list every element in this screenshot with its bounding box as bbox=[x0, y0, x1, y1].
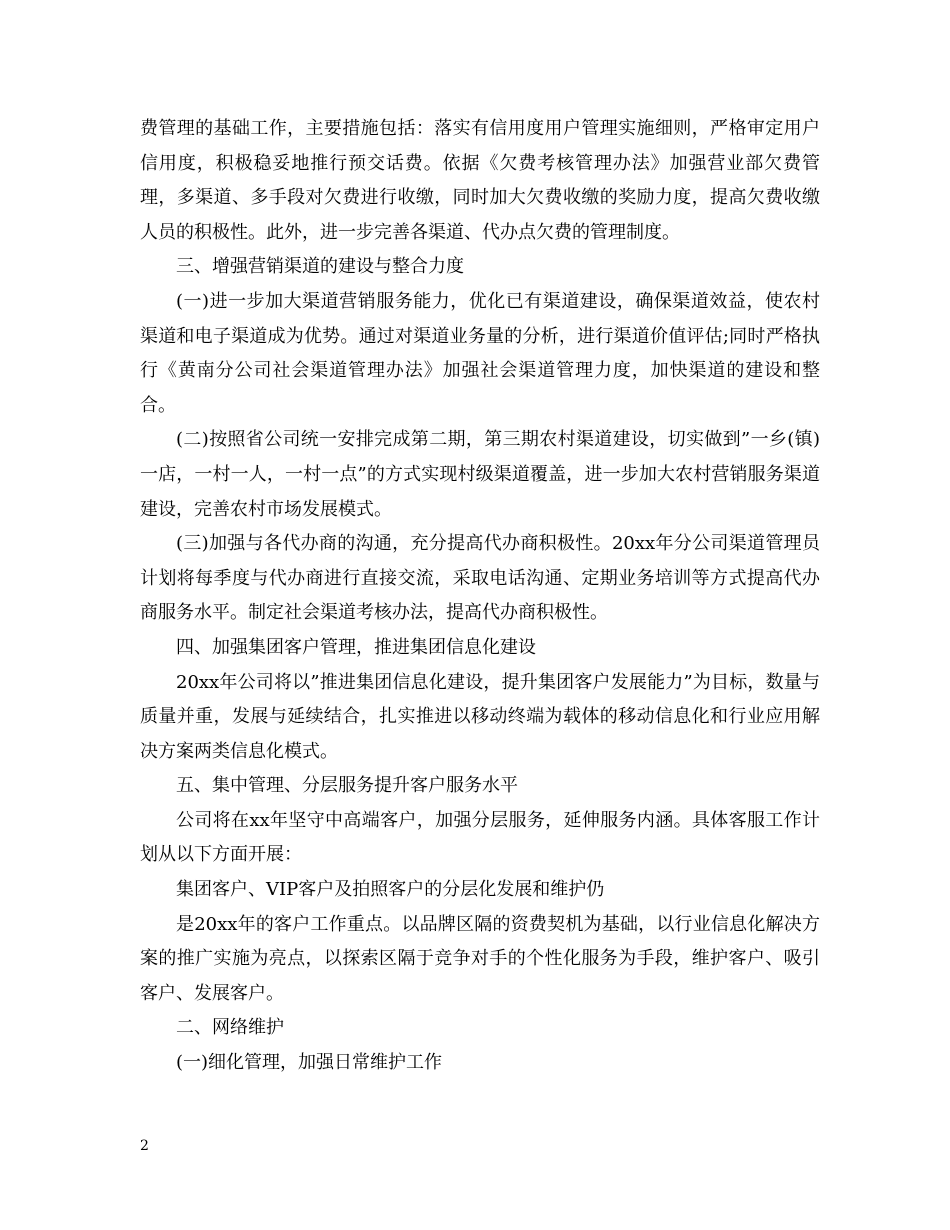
paragraph-agent-communication: (三)加强与各代办商的沟通，充分提高代办商积极性。20xx年分公司渠道管理员计划将每季度与代办商进行直接交流，采取电话沟通、定期业务培训等方式提高代办商服务水平。制定社会渠道考核办法，提高代办商积极性。 bbox=[140, 533, 820, 624]
paragraph-high-end-customers: 公司将在xx年坚守中高端客户，加强分层服务，延伸服务内涵。具体客服工作计划从以下方面开展： bbox=[140, 809, 820, 866]
paragraph-rural-channel: (二)按照省公司统一安排完成第二期，第三期农村渠道建设，切实做到”一乡(镇)一店，一村一人，一村一点”的方式实现村级渠道覆盖，进一步加大农村营销服务渠道建设，完善农村市场发展模式。 bbox=[140, 429, 820, 520]
heading-daily-maintenance: (一)细化管理，加强日常维护工作 bbox=[176, 1052, 443, 1074]
heading-network-maintenance: 二、网络维护 bbox=[176, 1017, 284, 1039]
paragraph-channel-capability: (一)进一步加大渠道营销服务能力，优化已有渠道建设，确保渠道效益，使农村渠道和电子渠道成为优势。通过对渠道业务量的分析，进行渠道价值评估;同时严格执行《黄南分公司社会渠道管理办法》加强社会渠道管理力度，加快渠道的建设和整合。 bbox=[140, 290, 820, 416]
paragraph-customer-tiers: 集团客户、VIP客户及拍照客户的分层化发展和维护仍 bbox=[176, 879, 605, 901]
heading-section-4: 四、加强集团客户管理，推进集团信息化建设 bbox=[176, 636, 536, 658]
paragraph-group-informatization: 20xx年公司将以”推进集团信息化建设，提升集团客户发展能力”为目标，数量与质量并重，发展与延续结合，扎实推进以移动终端为载体的移动信息化和行业应用解决方案两类信息化模式。 bbox=[140, 671, 820, 762]
paragraph-customer-focus: 是20xx年的客户工作重点。以品牌区隔的资费契机为基础，以行业信息化解决方案的推广实施为亮点，以探索区隔于竞争对手的个性化服务为手段，维护客户、吸引客户、发展客户。 bbox=[140, 913, 820, 1004]
page-number: 2 bbox=[140, 1138, 149, 1154]
paragraph-fee-management: 费管理的基础工作，主要措施包括：落实有信用度用户管理实施细则，严格审定用户信用度，积极稳妥地推行预交话费。依据《欠费考核管理办法》加强营业部欠费管理，多渠道、多手段对欠费进行收缴，同时加大欠费收缴的奖励力度，提高欠费收缴人员的积极性。此外，进一步完善各渠道、代办点欠费的管理制度。 bbox=[140, 118, 820, 243]
heading-section-5: 五、集中管理、分层服务提升客户服务水平 bbox=[176, 775, 518, 797]
document-body bbox=[140, 112, 820, 1081]
heading-section-3: 三、增强营销渠道的建设与整合力度 bbox=[176, 256, 464, 278]
